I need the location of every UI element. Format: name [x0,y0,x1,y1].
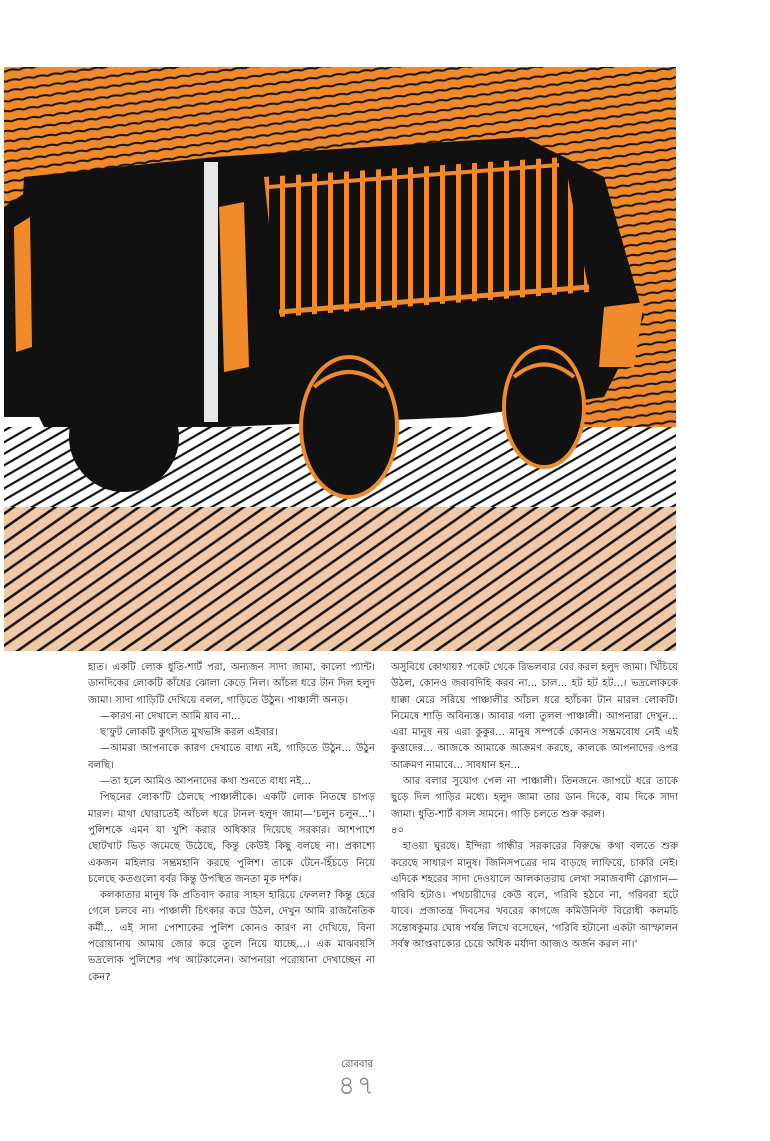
page-number: ৪৭ [338,1071,376,1101]
paragraph: অসুবিধে কোথায়? পকেট থেকে রিভলবার বের করল হলুদ জামা। খিঁচিয়ে উঠল, কোনও জবাবদিহি করব না... চাল... হট হট হট...। ভদ্রলোককে ধাক্কা মেরে সরিয়ে পাঞ্চালীর আঁচল ধরে হ্যাঁচকা টান মারল লোকটি। নিমেষে শাড়ি অবিন্যস্ত। আবার গলা তুলল পাঞ্চালী। আপনারা দেখুন... এরা মানুষ নয় এরা কুকুর... মানুষ সম্পর্কে কোনও সম্ভ্রমবোধ নেই এই কুত্তাদের... আজকে আমাকে আক্রমণ করছে, কালকে আপনাদের ওপর আক্রমণ নামাবে... সাবধান হন... [391,662,678,771]
paragraph: আর বলার সুযোগ পেল না পাঞ্চালী। তিনজনে জাপটে ধরে তাকে ছুড়ে দিল গাড়ির মধ্যে। হলুদ জামা তার ডান দিকে, বাম দিকে সাদা জামা। ধুতি-শার্ট বসল সামনে। গাড়ি চলতে শুরু করল। [391,776,678,820]
section-name: রোববার [341,1059,373,1070]
right-column [391,660,678,1055]
paragraph: হাওয়া ঘুরছে। ইন্দিরা গান্ধীর সরকারের বিরুদ্ধে কথা বলতে শুরু করেছে সাধারণ মানুষ। জিনিসপত্রের দাম বাড়ছে লাফিয়ে, চাকরি নেই। এদিকে শহরের সাদা দেওয়ালে আলকাতরায় লেখা সমাজবাদী স্লোগান—গরিবি হটাও। পথচারীদের কেউ বলে, গরিবি হঠবে না, গরিবরা হটে যাবে। প্রজাতন্ত্র দিবসের খবরের কাগজে কমিউনিস্ট বিরোধী কলমচি সন্তোষকুমার ঘোষ পর্যন্ত লিখে বসেছেন, ‘গরিবি হটানো একটা আস্ফালন সর্বস্ব আপ্তবাক্যের চেয়ে অধিক মর্যাদা আজও অর্জন করল না।’ [391,841,678,951]
left-column [88,660,375,1055]
woodcut-police-van-illustration [4,67,676,651]
paragraph: হাত। একটি লোক ধুতি-শার্ট পরা, অন্যজন সাদা জামা, কালো প্যান্ট। ডানদিকের লোকটি কাঁধের ঝোলা কেড়ে নিল। আঁচল ধরে টান দিল হলুদ জামা। সাদা গাড়িটি দেখিয়ে বলল, গাড়িতে উঠুন। পাঞ্চালী অনড়। [88,662,375,706]
paragraph: —তা হলে আমিও আপনাদের কথা শুনতে বাধ্য নই... [100,776,312,788]
paragraph: —কারণ না দেখালে আমি যাব না... [100,710,241,722]
page-footer [325,1058,389,1100]
paragraph: ছ’ফুট লোকটি কুৎসিত মুখভঙ্গি করল এইবার। [100,727,278,739]
section-number: ৪০ [391,824,405,836]
paragraph: কলকাতার মানুষ কি প্রতিবাদ করার সাহস হারিয়ে ফেলল? কিন্তু হেরে গেলে চলবে না। পাঞ্চালী চিৎকার করে উঠল, দেখুন আমি রাজনৈতিক কর্মী... এই সাদা পোশাকের পুলিশ কোনও কারণ না দেখিয়ে, বিনা পরোয়ানায় আমায় জোর করে তুলে নিয়ে যাচ্ছে...। এক মাঝবয়সি ভদ্রলোক পুলিশের পথ আটকালেন। আপনারা পরোয়ানা দেখাচ্ছেন না কেন? [88,890,375,983]
police-van [4,137,644,497]
paragraph: —আমরা আপনাকে কারণ দেখাতে বাধ্য নই, গাড়িতে উঠুন... উঠুন বলছি। [88,743,375,771]
paragraph: পিছনের লোক’টি ঠেলছে পাঞ্চালীকে। একটি লোক নিতম্বে চাপড় মারল। মাথা ঘোরাতেই আঁচল ধরে টানল হলুদ জামা—‘চলুন চলুন...’। পুলিশকে এমন যা খুশি করার অধিকার দিয়েছে সরকার। আশপাশে ছোটখাট ভিড় জমেছে উঠেছে, কিন্তু কেউই কিছু বলছে না। প্রকাশ্যে একজন মহিলার সম্ভ্রমহানি করছে পুলিশ। তাকে টেনে-হিঁচড়ে নিয়ে চলেছে কতগুলো বর্বর কিন্তু উপস্থিত জনতা মূক দর্শক। [88,792,375,885]
article-body [88,660,678,1055]
